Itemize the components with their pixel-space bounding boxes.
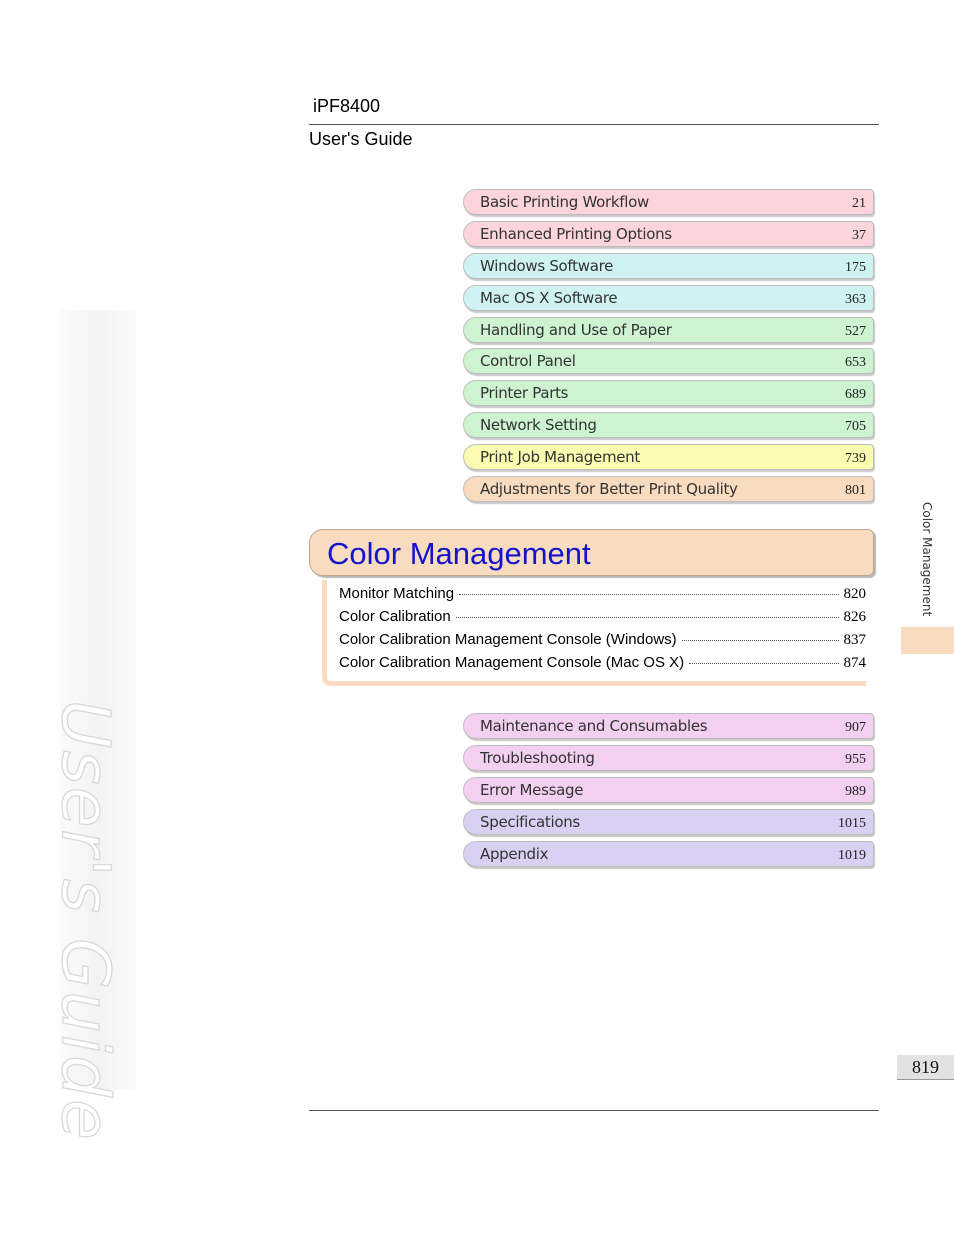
toc-item-network-setting[interactable]: [463, 412, 874, 438]
toc-item-page: 739: [845, 451, 866, 467]
subtoc-item-color-calibration[interactable]: [339, 608, 866, 628]
subtoc-item-label: Color Calibration: [339, 608, 451, 625]
toc-top-list: [463, 189, 874, 508]
toc-item-label: Mac OS X Software: [480, 288, 618, 307]
document-title: User's Guide: [309, 129, 413, 149]
subtoc-item-label: Monitor Matching: [339, 585, 455, 602]
leader-dots: [459, 594, 838, 595]
leader-dots: [689, 663, 838, 664]
watermark-text: User's Guide: [47, 700, 124, 1142]
subtoc-item-label: Color Calibration Management Console (Mac OS X): [339, 654, 685, 671]
footer-rule: [309, 1110, 879, 1111]
toc-item-page: 1019: [838, 847, 866, 863]
toc-bottom-list: [463, 713, 874, 872]
toc-item-label: Appendix: [480, 844, 549, 863]
subtoc-item-page: 826: [843, 609, 866, 625]
watermark: [47, 700, 142, 1142]
toc-item-mac-os-x-software[interactable]: [463, 285, 874, 311]
toc-item-page: 955: [845, 751, 866, 767]
toc-item-control-panel[interactable]: [463, 348, 874, 374]
toc-item-troubleshooting[interactable]: [463, 745, 874, 771]
header-rule: [309, 124, 879, 125]
section-header[interactable]: [309, 529, 874, 576]
toc-item-page: 527: [845, 323, 866, 339]
toc-item-page: 801: [845, 483, 866, 499]
subtoc-item-page: 820: [843, 586, 866, 602]
side-chapter-label-text: Color Management: [920, 502, 934, 617]
toc-item-basic-printing-workflow[interactable]: [463, 189, 874, 215]
toc-item-specifications[interactable]: [463, 809, 874, 835]
toc-item-handling-and-use-of-paper[interactable]: [463, 317, 874, 343]
toc-item-printer-parts[interactable]: [463, 380, 874, 406]
side-chapter-label: [920, 502, 936, 622]
toc-item-label: Specifications: [480, 812, 580, 831]
toc-item-windows-software[interactable]: [463, 253, 874, 279]
toc-item-adjustments-for-better-print-quality[interactable]: [463, 476, 874, 502]
toc-item-enhanced-printing-options[interactable]: [463, 221, 874, 247]
toc-item-label: Troubleshooting: [480, 748, 595, 767]
toc-item-label: Error Message: [480, 780, 584, 799]
side-chapter-tab[interactable]: [901, 627, 954, 654]
subtoc-item-monitor-matching[interactable]: [339, 585, 866, 605]
toc-item-print-job-management[interactable]: [463, 444, 874, 470]
toc-item-label: Basic Printing Workflow: [480, 193, 649, 211]
toc-item-label: Enhanced Printing Options: [480, 224, 672, 243]
toc-item-page: 363: [845, 291, 866, 307]
subtoc-item-console-windows[interactable]: [339, 631, 866, 651]
subtoc-item-page: 874: [843, 655, 866, 671]
toc-item-label: Network Setting: [480, 416, 597, 435]
toc-item-label: Maintenance and Consumables: [480, 717, 708, 735]
toc-item-page: 989: [845, 783, 866, 799]
toc-item-page: 1015: [838, 815, 866, 831]
toc-item-page: 907: [845, 720, 866, 735]
toc-item-label: Print Job Management: [480, 448, 640, 467]
page-number: 819: [897, 1055, 954, 1080]
toc-item-label: Control Panel: [480, 352, 576, 371]
toc-item-page: 175: [845, 259, 866, 275]
toc-item-page: 37: [852, 227, 866, 243]
subtoc-item-console-mac[interactable]: [339, 654, 866, 674]
toc-item-label: Windows Software: [480, 256, 614, 275]
toc-item-page: 689: [845, 387, 866, 403]
toc-item-label: Adjustments for Better Print Quality: [480, 480, 738, 499]
subtoc-item-label: Color Calibration Management Console (Windows): [339, 631, 677, 648]
toc-item-maintenance-and-consumables[interactable]: [463, 713, 874, 739]
section-title: Color Management: [327, 536, 591, 571]
toc-item-appendix[interactable]: [463, 841, 874, 867]
toc-item-label: Handling and Use of Paper: [480, 320, 672, 339]
toc-item-page: 705: [845, 419, 866, 435]
toc-item-error-message[interactable]: [463, 777, 874, 803]
document-model: iPF8400: [313, 96, 381, 116]
toc-item-page: 21: [852, 196, 866, 211]
toc-item-page: 653: [845, 355, 866, 371]
leader-dots: [456, 617, 839, 618]
leader-dots: [682, 640, 839, 641]
toc-item-label: Printer Parts: [480, 384, 569, 403]
subtoc-item-page: 837: [843, 632, 866, 648]
